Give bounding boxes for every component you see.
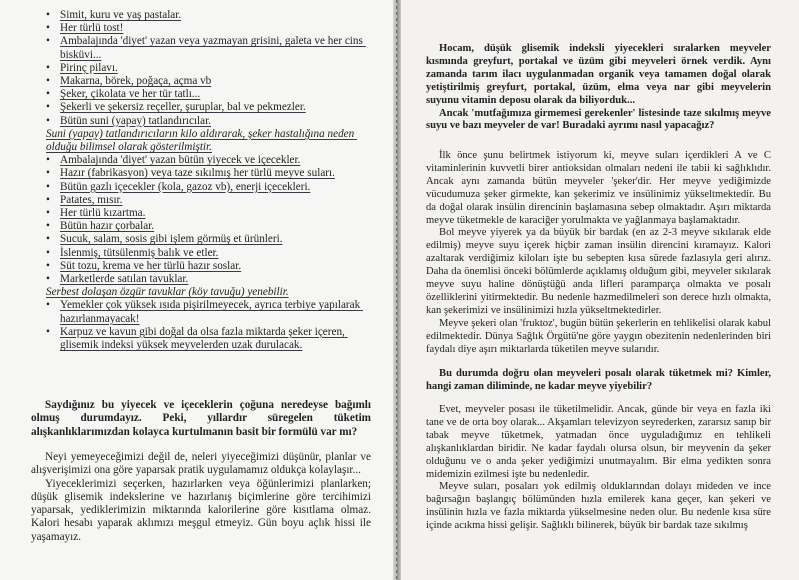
list-item — [46, 260, 376, 273]
list-item-text: Süt tozu, krema ve her türlü hazır soslar. — [60, 259, 242, 272]
list-item-text: Bütün gazlı içecekler (kola, gazoz vb), enerji içecekleri. — [60, 180, 311, 193]
list-item-text: Patates, mısır. — [60, 193, 123, 206]
forbidden-foods-list — [46, 9, 376, 352]
left-body — [31, 451, 371, 544]
list-item — [46, 154, 376, 167]
right-second-question — [426, 368, 771, 394]
right-question-text: Ancak 'mutfağımıza girmemesi gerekenler' listesinde taze sıkılmış meyve suyu ve bazı meyveler de var! Buradaki ayrımı nasıl yapacağız? — [426, 107, 771, 132]
list-item-text: Ambalajında 'diyet' yazan bütün yiyecek ve içecekler. — [60, 154, 301, 167]
left-paragraph: Neyi yemeyeceğimizi değil de, neleri yiyeceğimizi düşünür, planlar ve alışverişimizi ona göre yaparsak pratik uygulamamız oldukça kolaylaşır... — [31, 451, 371, 477]
list-item-text: Şeker, çikolata ve her tür tatlı... — [60, 88, 201, 101]
right-paragraph: İlk önce şunu belirtmek istiyorum ki, meyve suları içerdikleri A ve C vitaminlerinin kuvvetli birer antioksidan olmaları nedeni ile tabii ki sağlıklıdır. Ancak aynı zamanda bütün meyveler 'şeker'dir. Her meyve yediğimizde vücudumuza şeker girmekte, kan şekerimiz ve insülinimiz yükseltmektedir. Bu da doğal olarak insülin direncinin başlamasına sebep olmaktadır. Aşırı miktarda meyve tüketmekle de karaciğer yorulmakta ve yağlanmaya başlamaktadır. — [426, 150, 771, 226]
list-item-text: Hazır (fabrikasyon) veya taze sıkılmış her türlü meyve suları. — [60, 167, 335, 180]
list-item — [46, 220, 376, 233]
right-answer — [426, 150, 771, 357]
list-item-text: Karpuz ve kavun gibi doğal da olsa fazla miktarda şeker içeren, glisemik indeksi yüksek meyvelerden uzak durulacak. — [60, 325, 348, 352]
left-question — [31, 399, 371, 439]
list-item — [46, 88, 376, 101]
list-item-text: Yemekler çok yüksek ısıda pişirilmeyecek, ayrıca terbiye yapılarak hazırlanmayacak! — [60, 299, 363, 325]
list-item — [46, 233, 376, 246]
list-item-text: Suni (yapay) tatlandırıcıların kilo aldırarak, şeker hastalığına neden olduğu bilimsel olarak gösterilmiştir. — [46, 127, 358, 154]
list-item — [46, 326, 376, 352]
list-item — [46, 115, 376, 128]
left-page — [0, 0, 393, 580]
left-paragraph: Yiyeceklerimizi seçerken, hazırlarken veya öğünlerimizi planlarken; düşük glisemik indekslerine ve hazırlanış biçimlerine göre tercihimizi yaparsak, yediklerimizin miktarında kalorilerine göre kısıtlama olmaz. Kalori hesabı yaparak aklımızı meşgul etmeyiz. Gün boyu açlık hissi ile yaşamayız. — [31, 477, 371, 543]
right-paragraph: Meyve şekeri olan 'fruktoz', bugün bütün şekerlerin en tehlikelisi olarak kabul edilmektedir. Dünya Sağlık Örgütü'ne göre yaygın obezitenin nedenlerinden biri faydalı diye aşırı miktarlarda tüketilen meyve sularıdır. — [426, 317, 771, 355]
list-item-text: Her türlü kızartma. — [60, 207, 146, 220]
list-item — [46, 62, 376, 75]
list-item — [46, 22, 376, 35]
list-item-text: Şekerli ve şekersiz reçeller, şuruplar, bal ve pekmezler. — [60, 101, 306, 114]
list-item — [46, 75, 376, 88]
book-spine — [393, 0, 401, 580]
right-question-text: Hocam, düşük glisemik indeksli yiyecekleri sıralarken meyveler kısmında greyfurt, portakal ve üzüm gibi meyveleri örnek verdik. Aynı zamanda tarım ilacı uygulanmadan organik veya tamamen doğal olarak yetiştirilmiş greyfurt, portakal, üzüm, elma veya nar gibi meyvelerin suyunu vitamin deposu olarak da biliyorduk... — [426, 43, 771, 106]
list-item — [46, 167, 376, 180]
list-item — [46, 273, 376, 286]
right-page — [401, 0, 799, 580]
list-item — [46, 101, 376, 114]
list-item — [46, 194, 376, 207]
right-second-answer — [426, 404, 771, 533]
right-paragraph: Meyve suları, posaları yok edilmiş olduklarından dolayı mideden ve ince bağırsağın başlangıç bölümünden hızla emilerek kana geçer, kan şekeri ve insülinin hızla ve fazla miktarda yükselmesine neden olur. Bu nedenle kısa süre içinde acıkma hissi gelişir. Sağlıklı bilinerek, büyük bir bardak taze sıkılmış — [426, 481, 771, 532]
list-item-text: Sucuk, salam, sosis gibi işlem görmüş et ürünleri. — [60, 233, 283, 246]
list-note — [46, 128, 376, 154]
list-item — [46, 207, 376, 220]
right-paragraph: Bol meyve yiyerek ya da büyük bir bardak (en az 2-3 meyve sıkılarak elde edilmiş) meyve suyu içerek hiçbir zaman insülin direncini kıramayız. Kalori azaltarak verdiğimiz kiloları işte bu sebepten kısa sürede fazlasıyla geri alırız. Daha da önemlisi önceki bölümlerde açıklamış olduğum gibi, meyveler sıkılarak meyve suyu haline dönüştüğü anda lifleri paramparça olmakta ve posalı özelliklerini yitirmektedir. Bu nedenle hazmedilmeleri son derece hızlı olmakta, kan şekerimizi ve insülinimizi hızla yükseltmektedirler. — [426, 227, 771, 316]
right-question-text: Bu durumda doğru olan meyveleri posalı olarak tüketmek mi? Kimler, hangi zaman diliminde, ne kadar meyve yiyebilir? — [426, 368, 771, 392]
list-item-text: Simit, kuru ve yaş pastalar. — [60, 9, 182, 21]
list-item-text: Bütün suni (yapay) tatlandırıcılar. — [60, 114, 211, 127]
list-item-text: Makarna, börek, poğaça, açma vb — [60, 75, 212, 88]
right-intro-question — [426, 43, 771, 133]
list-item-text: Bütün hazır çorbalar. — [60, 220, 155, 233]
list-item — [46, 247, 376, 260]
list-item-text: İslenmiş, tütsülenmiş balık ve etler. — [60, 246, 219, 259]
list-item-text: Ambalajında 'diyet' yazan veya yazmayan grisini, galeta ve her cins bisküvi... — [60, 35, 366, 61]
right-paragraph: Evet, meyveler posası ile tüketilmelidir. Ancak, günde bir veya en fazla iki tane ve de orta boy olarak... Akşamları televizyon seyrederken, zararsız sanıp bir tabak meyve tüketmek, yatmadan önce uyguladığımız en tehlikeli alışkanlıklardan biridir. Ne kadar faydalı olursa olsun, bir meyvenin da şeker olduğunu ve o anda şeker yediğimizi unutmayalım. Bir elma yedikten sonra midemizin ezilmesi işte bu nedenledir. — [426, 404, 771, 480]
left-question-text: Saydığınız bu yiyecek ve içeceklerin çoğuna neredeyse bağımlı olmuş durumdayız. Peki, yıllardır süregelen tüketim alışkanlıklarımızdan kolayca kurtulmanın basit bir formülü var mı? — [31, 399, 371, 438]
list-item-text: Serbest dolaşan özgür tavuklar (köy tavuğu) yenebilir. — [46, 286, 289, 299]
list-item — [46, 35, 376, 61]
list-item — [46, 9, 376, 22]
list-item — [46, 299, 376, 325]
list-item-text: Marketlerde satılan tavuklar. — [60, 273, 189, 286]
list-note — [46, 286, 376, 299]
list-item — [46, 181, 376, 194]
list-item-text: Her türlü tost! — [60, 22, 124, 35]
list-item-text: Pirinç pilavı. — [60, 61, 118, 74]
